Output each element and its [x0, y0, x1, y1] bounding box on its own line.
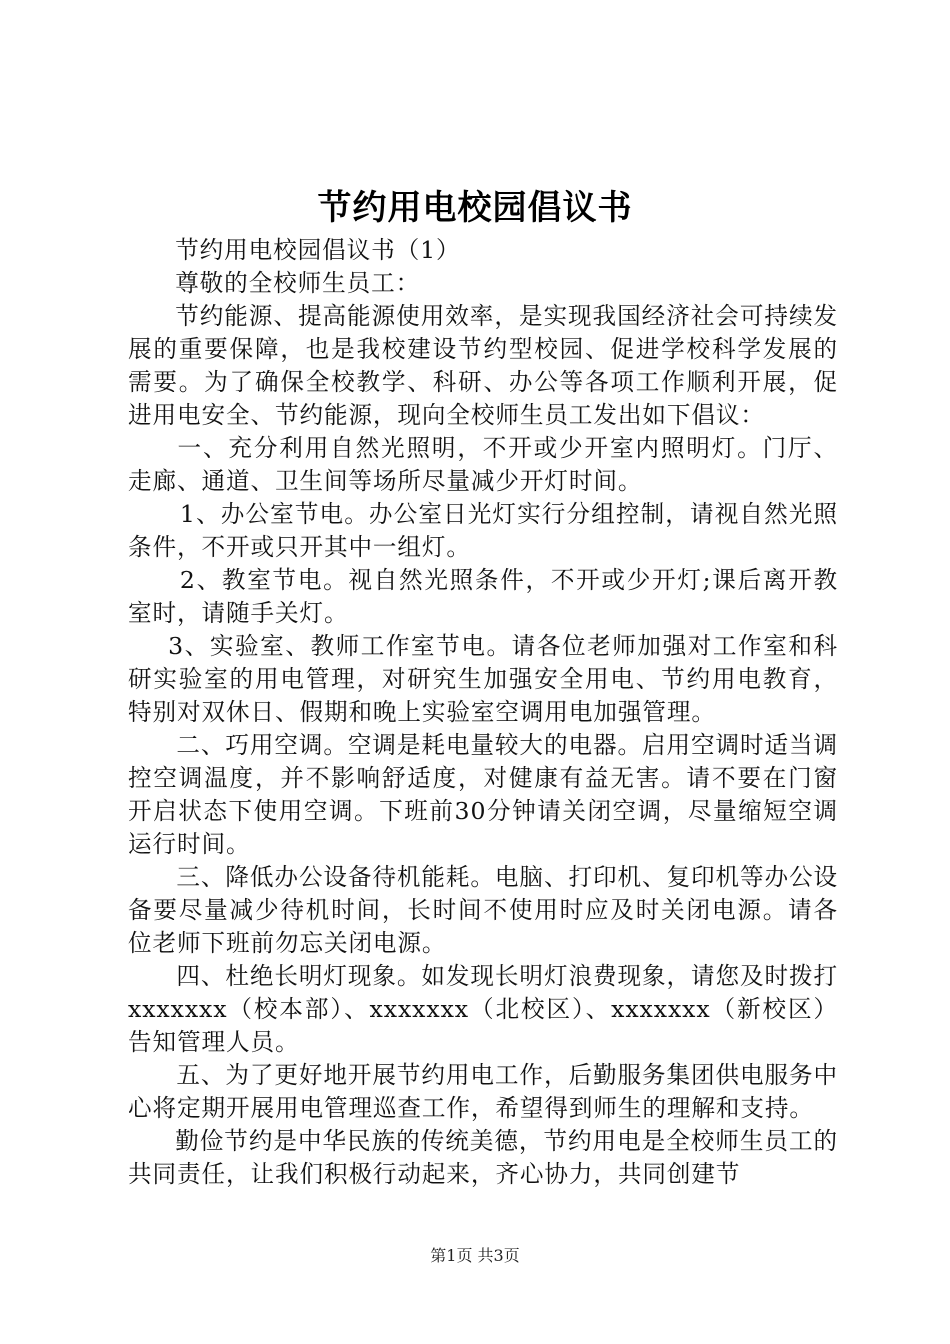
subtitle-paragraph: 节约用电校园倡议书（1） — [175, 236, 461, 264]
proposal-1-2-paragraph: 2、教室节电。视自然光照条件，不开或少开灯;课后离开教室时，请随手关灯。 — [128, 566, 838, 627]
proposal-2-paragraph: 二、巧用空调。空调是耗电量较大的电器。启用空调时适当调控空调温度，并不影响舒适度，对健康有益无害。请不要在门窗开启状态下使用空调。下班前30分钟请关闭空调，尽量缩短空调运行时间。 — [128, 731, 838, 858]
proposal-5-paragraph: 五、为了更好地开展节约用电工作，后勤服务集团供电服务中心将定期开展用电管理巡查工作，希望得到师生的理解和支持。 — [128, 1061, 838, 1122]
salutation-paragraph: 尊敬的全校师生员工： — [175, 269, 421, 297]
document-body — [128, 234, 838, 1191]
closing-paragraph: 勤俭节约是中华民族的传统美德，节约用电是全校师生员工的共同责任，让我们积极行动起来，齐心协力，共同创建节 — [128, 1127, 838, 1188]
page-number-footer: 第1页 共3页 — [430, 1246, 520, 1265]
proposal-1-3-paragraph: 3、实验室、教师工作室节电。请各位老师加强对工作室和科研实验室的用电管理，对研究生加强安全用电、节约用电教育，特别对双休日、假期和晚上实验室空调用电加强管理。 — [128, 632, 838, 726]
proposal-4-paragraph: 四、杜绝长明灯现象。如发现长明灯浪费现象，请您及时拨打xxxxxxx（校本部）、xxxxxxx（北校区）、xxxxxxx（新校区）告知管理人员。 — [128, 962, 838, 1056]
intro-paragraph: 节约能源、提高能源使用效率，是实现我国经济社会可持续发展的重要保障，也是我校建设节约型校园、促进学校科学发展的需要。为了确保全校教学、科研、办公等各项工作顺利开展，促进用电安全、节约能源，现向全校师生员工发出如下倡议： — [128, 302, 838, 429]
proposal-3-paragraph: 三、降低办公设备待机能耗。电脑、打印机、复印机等办公设备要尽量减少待机时间，长时间不使用时应及时关闭电源。请各位老师下班前勿忘关闭电源。 — [128, 863, 838, 957]
document-title: 节约用电校园倡议书 — [317, 188, 633, 228]
proposal-1-1-paragraph: 1、办公室节电。办公室日光灯实行分组控制，请视自然光照条件，不开或只开其中一组灯。 — [128, 500, 838, 561]
proposal-1-paragraph: 一、充分利用自然光照明，不开或少开室内照明灯。门厅、走廊、通道、卫生间等场所尽量减少开灯时间。 — [128, 434, 838, 495]
